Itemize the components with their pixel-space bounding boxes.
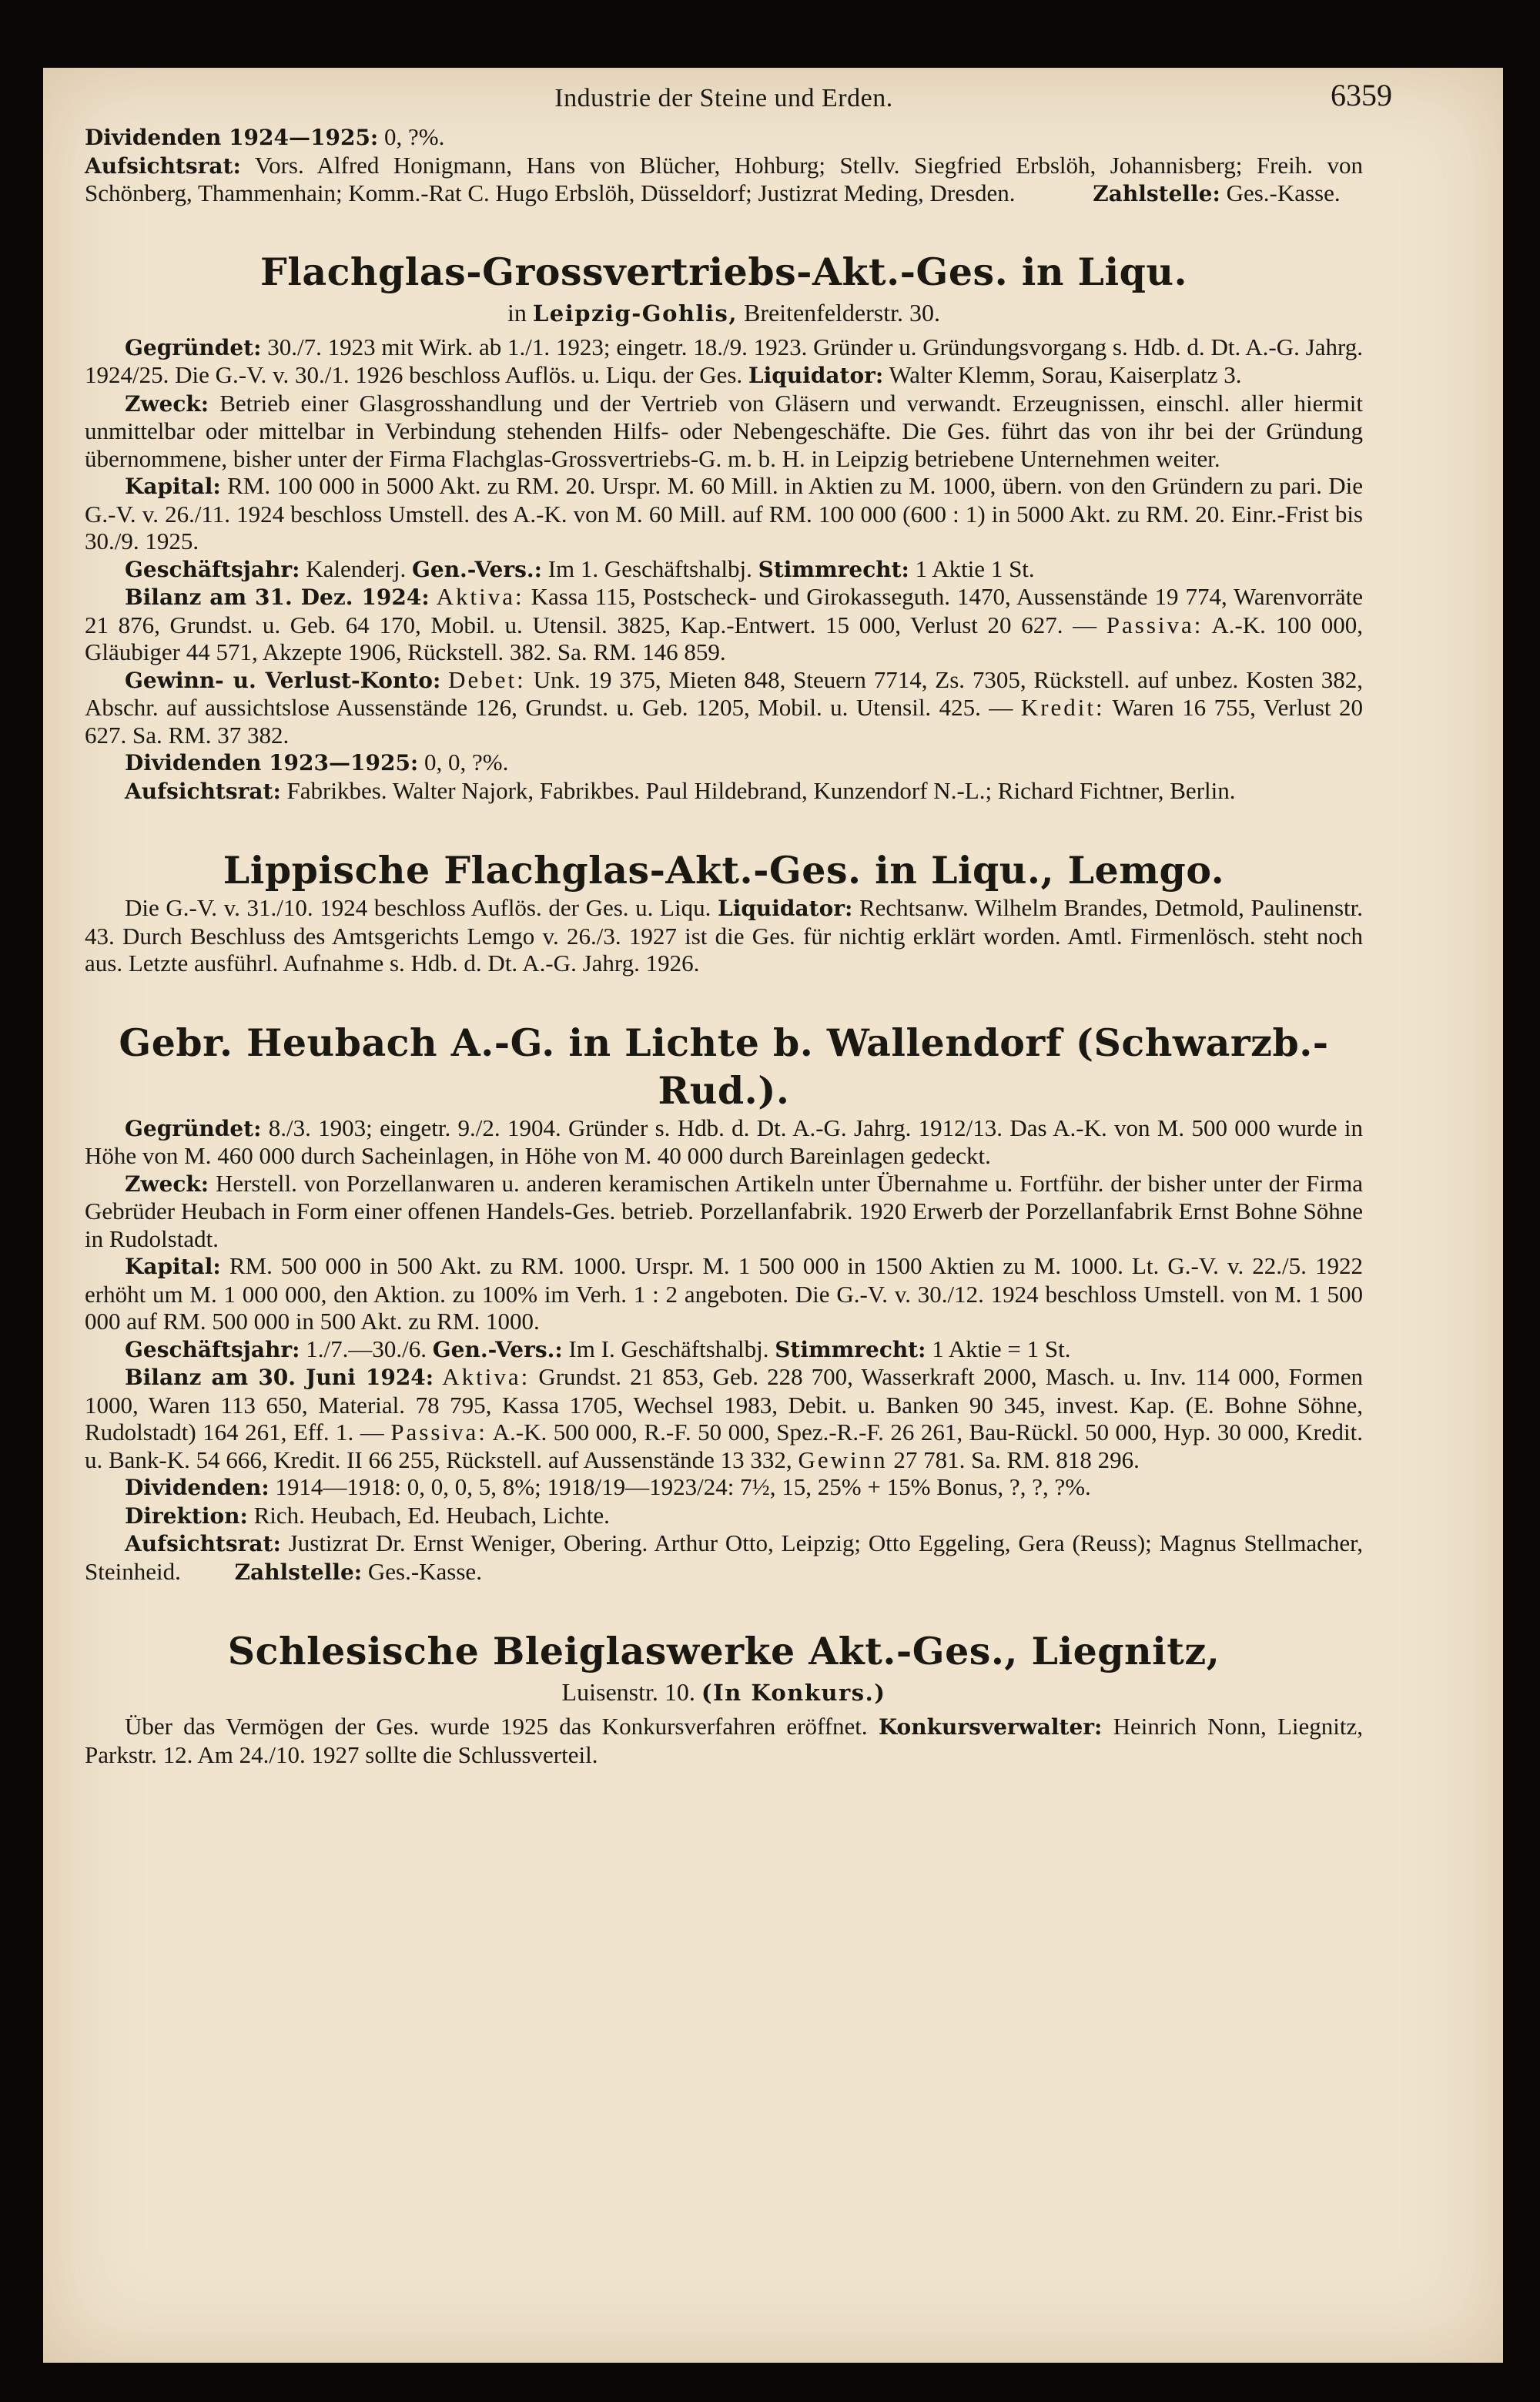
label: Gegründet: <box>125 334 262 360</box>
value: Rich. Heubach, Ed. Heubach, Lichte. <box>253 1501 610 1529</box>
value: 0, 0, ?%. <box>424 749 509 776</box>
label: Dividenden 1923—1925: <box>125 750 419 776</box>
zweck <box>85 390 1363 473</box>
value: 27 781. Sa. RM. 818 296. <box>893 1446 1140 1473</box>
document-page <box>43 68 1503 2363</box>
value: 1914—1918: 0, 0, 0, 5, 8%; 1918/19—1923/24: 7½, 15, 25% + 15% Bonus, ?, ?, ?%. <box>275 1473 1091 1500</box>
label: Aufsichtsrat: <box>85 152 241 179</box>
label: Zahlstelle: <box>1093 181 1220 206</box>
label: Geschäftsjahr: <box>125 1336 300 1362</box>
running-header <box>85 78 1392 123</box>
label: Kapital: <box>125 1254 221 1279</box>
value: Herstell. von Porzellanwaren u. anderen keramischen Artikeln unter Übernahme u. Fortführ. der bisher unter der Firma Gebrüder Heubach in Form einer offenen Handels-Ges. betrieb. Porzellanfabrik. 1920 Erwerb der Porzellanfabrik Ernst Bohne Söhne in Rudolstadt. <box>85 1169 1363 1252</box>
debet-label: Debet: <box>448 665 526 693</box>
gewinn-label: Gewinn <box>798 1446 888 1473</box>
entry-title: Flachglas-Grossvertriebs-Akt.-Ges. in Liqu. <box>259 249 1188 294</box>
entry-title: Schlesische Bleiglaswerke Akt.-Ges., Liegnitz, <box>227 1629 1220 1673</box>
value: 30./7. 1923 mit Wirk. ab 1./1. 1923; eingetr. 18./9. 1923. Gründer u. Gründungsvorgang s. Hdb. d. Dt. A.-G. Jahrg. 1924/25. Die G.-V. v. 30./1. 1926 beschloss Auflös. u. Liqu. der Ges. <box>85 333 1363 388</box>
entry-flachglas <box>85 248 1363 806</box>
label: Zweck: <box>125 390 209 417</box>
label: Bilanz am 31. Dez. 1924: <box>125 585 430 610</box>
direktion <box>85 1502 1363 1530</box>
value: 1 Aktie 1 St. <box>915 554 1035 582</box>
value: A.-K. 500 000, R.-F. 50 000, Spez.-R.-F. 26 261, Bau-Rückl. 50 000, Hyp. 30 000, Kredit. u. Bank-K. 54 666, Kredit. II 66 255, Rückstell. auf Aussenstände 13 332, <box>85 1419 1363 1473</box>
label: Direktion: <box>125 1503 248 1529</box>
label: Dividenden: <box>125 1475 270 1500</box>
value: 0, ?%. <box>384 123 445 150</box>
value: 8./3. 1903; eingetr. 9./2. 1904. Gründer s. Hdb. d. Dt. A.-G. Jahrg. 1912/13. Das A.-K. von M. 500 000 wurde in Höhe von M. 460 000 durch Sacheinlagen, in Höhe von M. 40 000 durch Bareinlagen gedeckt. <box>85 1114 1363 1169</box>
address: Breitenfelderstr. 30. <box>743 298 940 327</box>
label: Stimmrecht: <box>758 556 909 582</box>
zweck <box>85 1170 1363 1253</box>
dividenden <box>85 1473 1363 1502</box>
aufsichtsrat <box>85 777 1363 806</box>
kredit-label: Kredit: <box>1020 694 1105 721</box>
place: Leipzig-Gohlis, <box>532 300 738 327</box>
label: Gen.-Vers.: <box>432 1336 563 1362</box>
value: Rechtsanw. Wilhelm Brandes, Detmold, Paulinenstr. 43. Durch Beschluss des Amtsgerichts Lemgo v. 26./3. 1927 ist die Ges. für nichtig erklärt worden. Amtl. Firmenlösch. steht noch aus. Letzte ausführl. Aufnahme s. Hdb. d. Dt. A.-G. Jahrg. 1926. <box>85 894 1364 977</box>
value: Vors. Alfred Honigmann, Hans von Blücher, Hohburg; Stellv. Siegfried Erbslöh, Johannisberg; Freih. von Schönberg, Thammenhain; Komm.-Rat C. Hugo Erbslöh, Düsseldorf; Justizrat Meding, Dresden. <box>85 151 1363 206</box>
text-column <box>85 78 1392 1768</box>
gewinn-verlust <box>85 666 1363 749</box>
entry-schlesische <box>85 1627 1363 1768</box>
entry-subtitle <box>85 1677 1363 1708</box>
dividenden <box>85 749 1363 777</box>
prev-aufsichtsrat <box>85 152 1363 208</box>
label: Geschäftsjahr: <box>125 556 300 582</box>
value: Justizrat Dr. Ernst Weniger, Obering. Arthur Otto, Leipzig; Otto Eggeling, Gera (Reuss); Magnus Stellmacher, Steinheid. <box>85 1529 1364 1585</box>
value: Fabrikbes. Walter Najork, Fabrikbes. Paul Hildebrand, Kunzendorf N.-L.; Richard Fichtner, Berlin. <box>286 776 1236 804</box>
aktiva-label: Aktiva: <box>436 583 524 610</box>
aktiva-label: Aktiva: <box>442 1363 531 1390</box>
passiva-label: Passiva: <box>1106 611 1204 638</box>
address: Luisenstr. 10. <box>561 1678 695 1706</box>
passiva-label: Passiva: <box>390 1419 487 1446</box>
value: Im 1. Geschäftshalbj. <box>547 554 752 582</box>
label: Liquidator: <box>718 896 853 921</box>
value: A.-K. 100 000, Gläubiger 44 571, Akzepte 1906, Rückstell. 382. Sa. RM. 146 859. <box>85 611 1363 665</box>
entry-title: Lippische Flachglas-Akt.-Ges. in Liqu., Lemgo. <box>223 848 1225 893</box>
label: Bilanz am 30. Juni 1924: <box>125 1365 434 1390</box>
label: Liquidator: <box>748 363 884 388</box>
label: Konkursverwalter: <box>878 1714 1103 1740</box>
aufsichtsrat <box>85 1529 1363 1586</box>
value: Grundst. 21 853, Geb. 228 700, Wasserkraft 2000, Masch. u. Inv. 114 000, Formen 1000, Waren 113 650, Material. 78 795, Kassa 1705, Wechsel 1983, Debit. u. Banken 90 345, invest. Kap. (E. Bohne Söhne, Rudolstadt) 164 261, Eff. 1. — <box>85 1363 1363 1446</box>
status: (In Konkurs.) <box>701 1680 886 1706</box>
geschaeftsjahr <box>85 1335 1363 1364</box>
sub-prefix: in <box>507 298 527 327</box>
entry-heubach <box>85 1019 1363 1586</box>
schlesische-text <box>85 1713 1363 1768</box>
prev-dividenden <box>85 123 1363 152</box>
entry-subtitle <box>85 297 1363 329</box>
kapital <box>85 1252 1363 1335</box>
label: Dividenden 1924—1925: <box>85 125 379 150</box>
value: Im I. Geschäftshalbj. <box>568 1335 769 1362</box>
label: Zweck: <box>125 1171 209 1197</box>
page-number: 6359 <box>1331 78 1392 112</box>
value: 1 Aktie = 1 St. <box>932 1335 1071 1362</box>
value: Waren 16 755, Verlust 20 627. Sa. RM. 37 382. <box>85 694 1363 749</box>
label: Stimmrecht: <box>775 1336 926 1362</box>
value: Kalenderj. <box>306 554 407 582</box>
value: Heinrich Nonn, Liegnitz, Parkstr. 12. Am 24./10. 1927 sollte die Schlussverteil. <box>85 1713 1364 1768</box>
gegruendet <box>85 333 1363 390</box>
label: Aufsichtsrat: <box>125 1531 281 1556</box>
geschaeftsjahr <box>85 555 1363 584</box>
value: Betrieb einer Glasgrosshandlung und der Vertrieb von Gläsern und verwandt. Erzeugnissen, einschl. aller hiermit unmittelbar oder mittelbar in Verbindung stehenden Hilfs- oder Nebengeschäfte. Die Ges. führt das von ihr bei der Gründung übernommene, bisher unter der Firma Flachglas-Grossvertriebs-G. m. b. H. in Leipzig betriebene Unternehmen weiter. <box>85 389 1363 472</box>
value: Kassa 115, Postscheck- und Girokasseguth. 1470, Aussenstände 19 774, Warenvorräte 21 876, Grundst. u. Geb. 64 170, Mobil. u. Utensil. 3825, Kap.-Entwert. 15 000, Verlust 20 627. — <box>85 583 1363 638</box>
value: 1./7.—30./6. <box>306 1335 427 1362</box>
bilanz <box>85 583 1363 666</box>
lippische-text <box>85 894 1363 977</box>
bilanz <box>85 1363 1363 1473</box>
entry-lippische <box>85 846 1363 977</box>
label: Gegründet: <box>125 1115 262 1141</box>
value: Über das Vermögen der Ges. wurde 1925 das Konkursverfahren eröffnet. <box>125 1713 868 1740</box>
value: RM. 500 000 in 500 Akt. zu RM. 1000. Urspr. M. 1 500 000 in 1500 Aktien zu M. 1000. Lt. G.-V. v. 22./5. 1922 erhöht um M. 1 000 000, den Aktion. zu 100% im Verh. 1 : 2 angeboten. Die G.-V. v. 30./12. 1924 beschloss Umstell. von M. 1 500 000 auf RM. 500 000 in 500 Akt. zu RM. 1000. <box>85 1252 1363 1335</box>
value: Ges.-Kasse. <box>367 1557 482 1585</box>
label: Gen.-Vers.: <box>411 556 542 582</box>
value: RM. 100 000 in 5000 Akt. zu RM. 20. Urspr. M. 60 Mill. in Aktien zu M. 1000, übern. von den Gründern zu pari. Die G.-V. v. 26./11. 1924 beschloss Umstell. des A.-K. von M. 60 Mill. auf RM. 100 000 (600 : 1) in 5000 Akt. zu RM. 20. Einr.-Frist bis 30./9. 1925. <box>85 472 1363 554</box>
gegruendet <box>85 1114 1363 1170</box>
value: Walter Klemm, Sorau, Kaiserplatz 3. <box>889 361 1242 388</box>
kapital <box>85 472 1363 555</box>
value: Unk. 19 375, Mieten 848, Steuern 7714, Zs. 7305, Rückstell. auf unbez. Kosten 382, Abschr. auf aussichtslose Aussenstände 126, Grundst. u. Geb. 1205, Mobil. u. Utensil. 425. — <box>85 665 1363 721</box>
label: Aufsichtsrat: <box>125 778 281 804</box>
entry-title: Gebr. Heubach A.-G. in Lichte b. Wallendorf (Schwarzb.-Rud.). <box>119 1020 1329 1113</box>
prev-entry <box>85 123 1363 208</box>
value: Ges.-Kasse. <box>1226 179 1341 206</box>
label: Zahlstelle: <box>234 1559 363 1585</box>
label: Gewinn- u. Verlust-Konto: <box>125 667 441 693</box>
value: Die G.-V. v. 31./10. 1924 beschloss Auflös. der Ges. u. Liqu. <box>125 894 711 921</box>
label: Kapital: <box>125 474 221 499</box>
running-title: Industrie der Steine und Erden. <box>554 84 893 112</box>
